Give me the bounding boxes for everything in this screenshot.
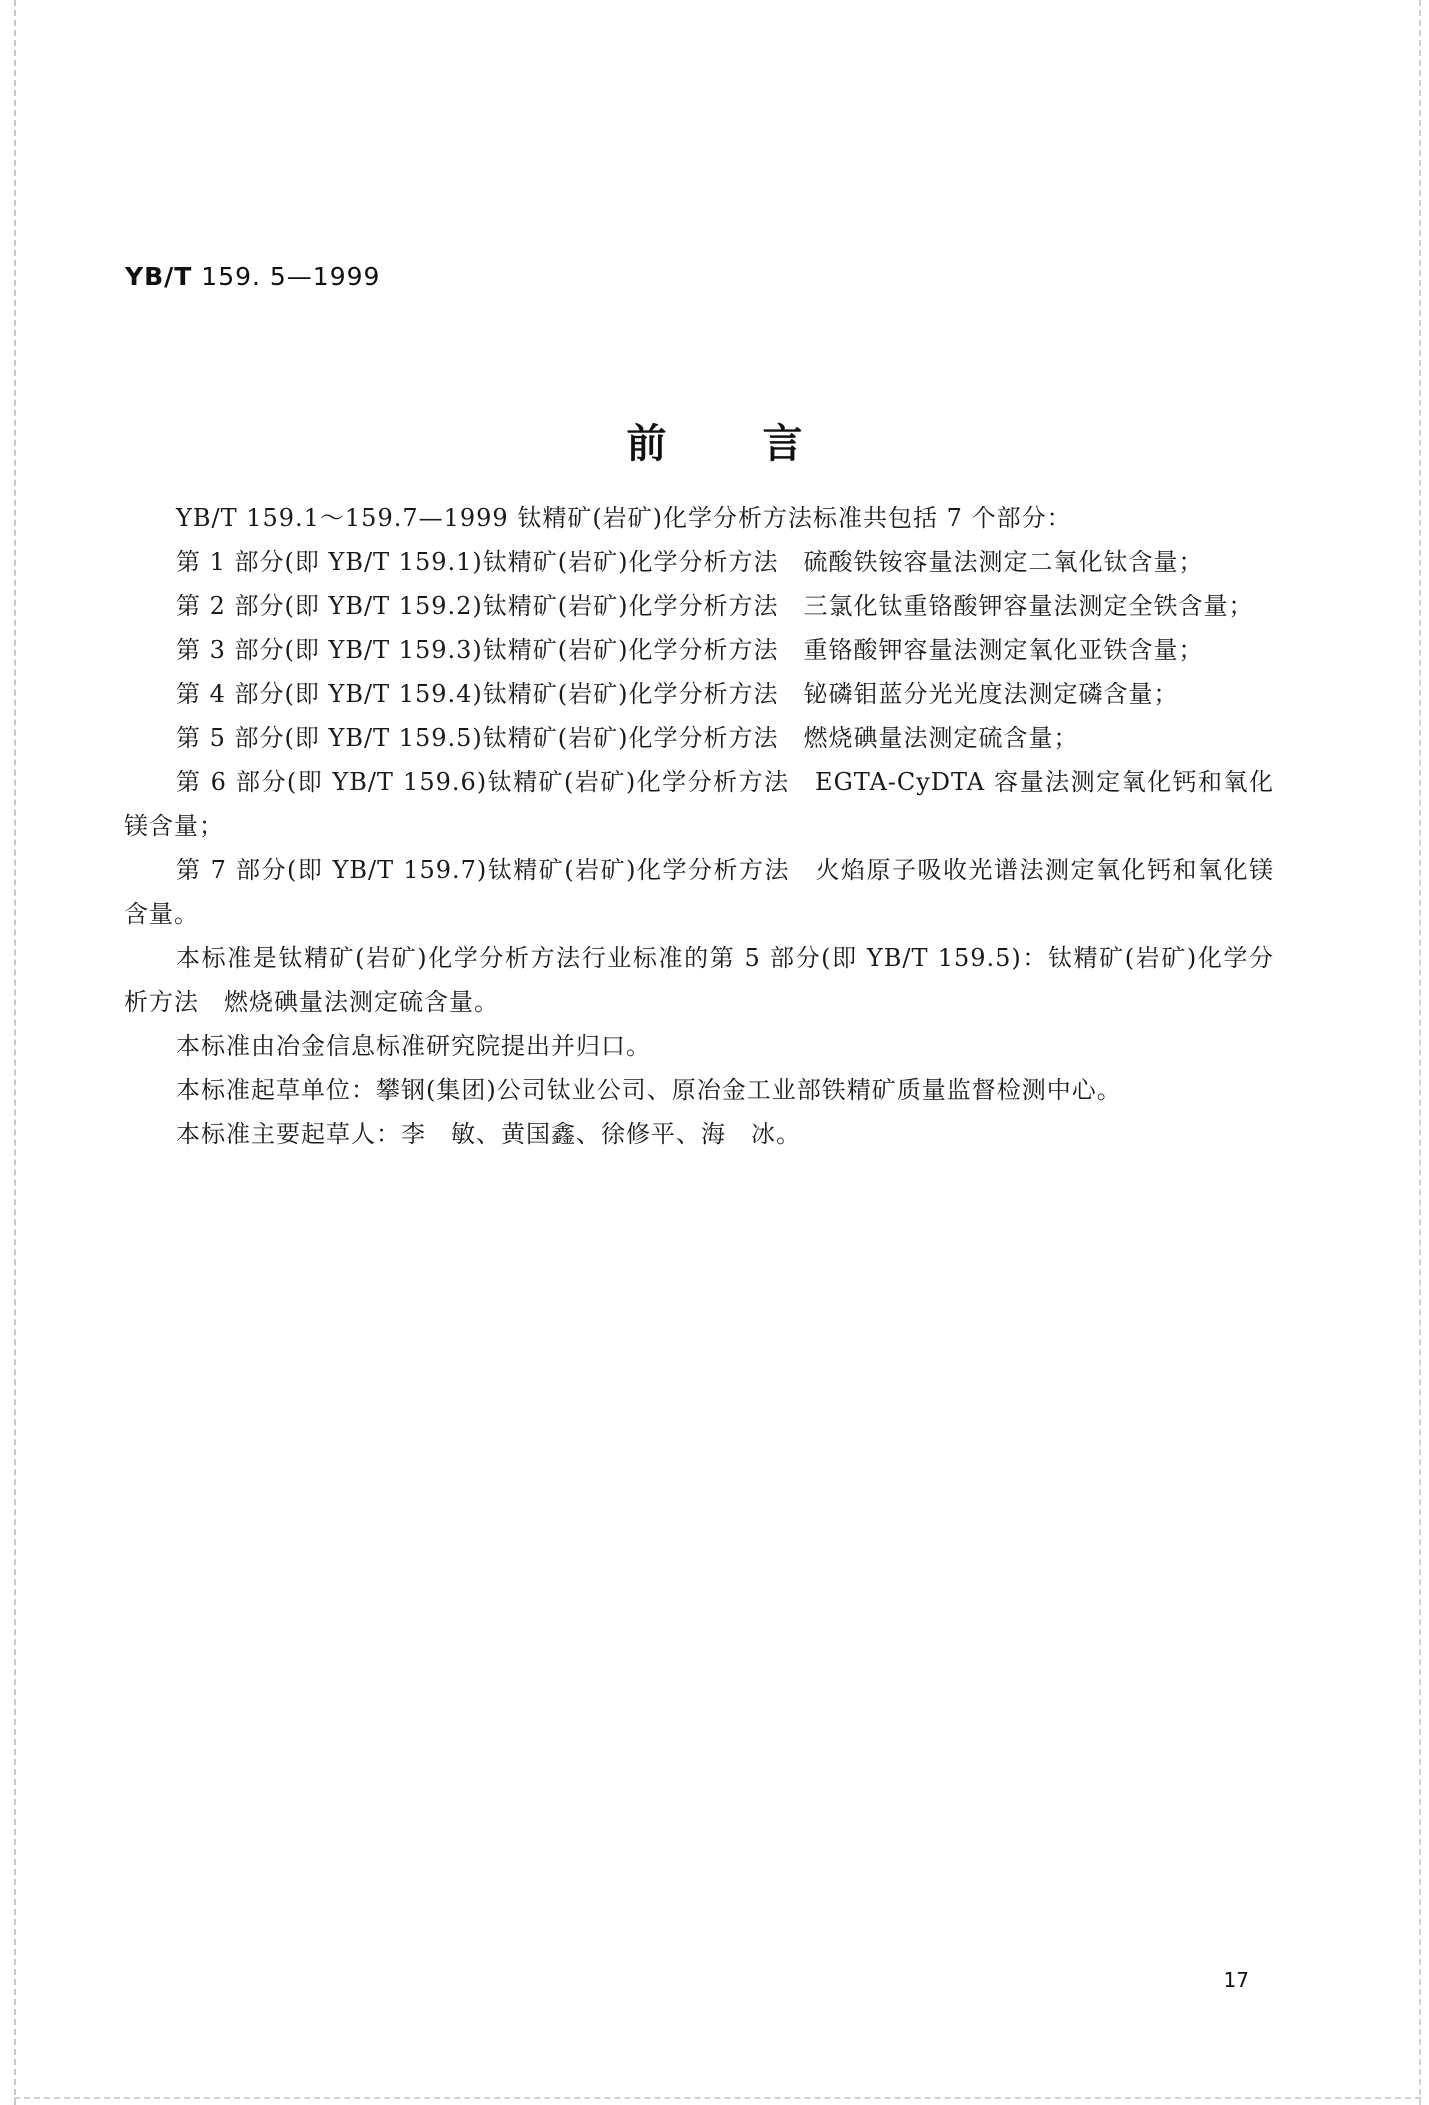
standard-code	[125, 262, 380, 291]
paragraph-part-1: 第 1 部分(即 YB/T 159.1)钛精矿(岩矿)化学分析方法 硫酸铁铵容量法测定二氧化钛含量；	[176, 548, 1204, 576]
foreword-body	[124, 496, 1274, 1156]
paragraph-part-7: 第 7 部分(即 YB/T 159.7)钛精矿(岩矿)化学分析方法 火焰原子吸收光谱法测定氧化钙和氧化镁含量。	[124, 856, 1274, 928]
standard-prefix: YB/T	[125, 262, 193, 291]
page-title: 前言	[626, 420, 899, 467]
paragraph-intro: YB/T 159.1～159.7—1999 钛精矿(岩矿)化学分析方法标准共包括 7 个部分：	[176, 504, 1072, 532]
paragraph-proposer: 本标准由冶金信息标准研究院提出并归口。	[176, 1032, 651, 1060]
paragraph-part-4: 第 4 部分(即 YB/T 159.4)钛精矿(岩矿)化学分析方法 铋磷钼蓝分光光度法测定磷含量；	[176, 680, 1179, 708]
paragraph-part-5: 第 5 部分(即 YB/T 159.5)钛精矿(岩矿)化学分析方法 燃烧碘量法测定硫含量；	[176, 724, 1079, 752]
page-number: 17	[1223, 1968, 1249, 1992]
paragraph-part-6: 第 6 部分(即 YB/T 159.6)钛精矿(岩矿)化学分析方法 EGTA-CyDTA 容量法测定氧化钙和氧化镁含量；	[124, 768, 1274, 840]
scan-border-right	[1419, 0, 1421, 2105]
scan-border-left	[14, 0, 16, 2105]
standard-number: 159. 5—1999	[192, 262, 381, 291]
paragraph-part-2: 第 2 部分(即 YB/T 159.2)钛精矿(岩矿)化学分析方法 三氯化钛重铬酸钾容量法测定全铁含量；	[176, 592, 1254, 620]
scan-border-bottom	[14, 2097, 1421, 2099]
paragraph-part-3: 第 3 部分(即 YB/T 159.3)钛精矿(岩矿)化学分析方法 重铬酸钾容量法测定氧化亚铁含量；	[176, 636, 1204, 664]
paragraph-drafters: 本标准主要起草人：李 敏、黄国鑫、徐修平、海 冰。	[176, 1120, 801, 1148]
paragraph-drafting-unit: 本标准起草单位：攀钢(集团)公司钛业公司、原冶金工业部铁精矿质量监督检测中心。	[176, 1076, 1122, 1104]
paragraph-scope: 本标准是钛精矿(岩矿)化学分析方法行业标准的第 5 部分(即 YB/T 159.5)：钛精矿(岩矿)化学分析方法 燃烧碘量法测定硫含量。	[124, 944, 1274, 1016]
